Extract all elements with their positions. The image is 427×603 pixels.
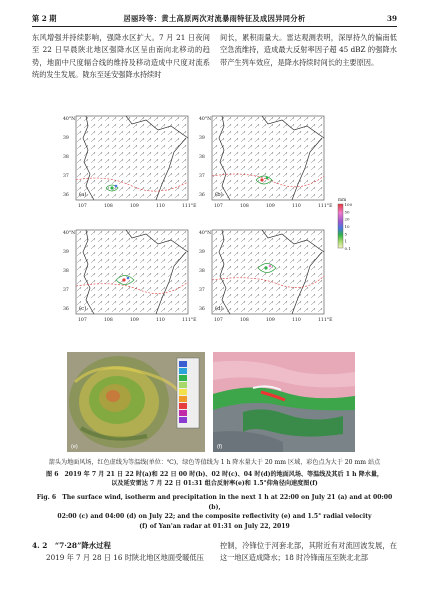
running-title: 居丽玲等：黄土高原两次对流暴雨特征及成因异同分析 [123,14,306,23]
map-panels [62,114,358,356]
caption-cn-line: 图 6 2019 年 7 月 21 日 22 时(a)和 22 日 00 时(b)、02 时(c)、04 时(d)的地面风场、等温线及其后 1 h 降水量， [45,471,384,478]
top-right-column [220,32,397,69]
lon-tick-label: 107 [78,204,87,209]
map-panel-a [76,116,188,200]
lon-tick-label: 110 [156,204,165,209]
lon-tick-label: 111°E [182,204,197,209]
lon-tick-label: 109 [130,318,139,323]
colorbar-tick-label: 5 [344,231,348,237]
running-header [32,14,397,26]
lat-tick-label: 38 [63,269,69,274]
caption-en-line: Fig. 6 The surface wind, isotherm and precipitation in the next 1 h at 22:00 on July 21 (a) and at 00:00 (b), [36,494,393,511]
radar-velocity-image [213,352,355,452]
lat-tick-label: 39 [199,250,205,255]
svg-text:(f): (f) [217,444,223,450]
lat-tick-label: 40°N [63,231,76,236]
lat-tick-label: 39 [63,136,69,141]
section-left-paragraph: 2019 年 7 月 28 日 16 时陕北地区地面受暖低压 [46,553,204,563]
lat-tick-label: 40°N [199,231,212,236]
precip-colorbar [338,198,353,251]
section-heading: 4. 2 “7·28”降水过程 [32,541,111,550]
map-panel-c [76,230,188,314]
lat-tick-label: 38 [63,155,69,160]
lon-tick-label: 111°E [318,204,333,209]
colorbar-tick-label: 10 [344,224,350,229]
lat-tick-label: 40°N [199,117,212,122]
colorbar-tick-label: 50 [344,209,350,215]
colorbar-tick-label: 100 [344,202,353,207]
top-right-paragraph: 间长，累积雨量大。雷达观测表明，深厚持久的偏南低空急流维持，造成最大反射率因子超 45 dBZ 的强降水带产生列车效应，是降水持续时间长的主要原因。 [220,33,397,67]
lon-tick-label: 110 [292,204,301,209]
svg-text:(b): (b) [215,192,223,198]
colorbar-unit: mm [338,198,347,203]
top-left-paragraph: 东风增强并持续影响，强降水区扩大。7 月 21 日夜间至 22 日早晨陕北地区强降水区呈由南向北移动的趋势，地面中尺度辐合线的维持及移动造成中尺度对流系统的发生发展。陇东至延安强降水持续时 [32,33,210,80]
lon-tick-label: 107 [214,318,223,323]
colorbar-tick-label: 20 [344,216,350,222]
lat-tick-label: 36 [63,307,69,312]
issue-number: 第 2 期 [32,14,57,23]
caption-en-line: (f) of Yan'an radar at 01:31 on July 22, 2019 [139,522,290,530]
lon-tick-label: 108 [104,318,113,323]
caption-cn-line: 以及延安雷达 7 月 22 日 01:31 组合反射率(e)和 1.5°仰角径向速度图(f) [111,480,318,488]
header-rule [32,26,397,27]
figure-legend-note: 箭头为地面风场，红色虚线为等温线(单位：℃)，绿色等值线为 1 h 降水量大于 20 mm 区域，彩色点为大于 20 mm 站点 [48,459,381,466]
lon-tick-label: 109 [130,204,139,209]
lat-tick-label: 37 [199,288,205,293]
section-left-column [32,540,210,565]
figure-6 [62,114,358,356]
svg-text:(e): (e) [71,444,78,450]
svg-text:(c): (c) [79,306,87,312]
radar-reflectivity-image [67,352,205,452]
lat-tick-label: 38 [199,269,205,274]
map-panel-b [212,116,324,200]
page-number: 39 [386,14,397,23]
lon-tick-label: 107 [78,318,87,323]
lon-tick-label: 108 [104,204,113,209]
lon-tick-label: 107 [214,204,223,209]
figure-caption-cn [32,470,397,489]
caption-en-line: 02:00 (c) and 04:00 (d) on July 22; and the composite reflectivity (e) and 1.5° radial velocity [57,513,372,521]
colorbar-tick-label: 1 [344,238,348,244]
lon-tick-label: 111°E [182,318,197,323]
section-right-column [220,540,397,565]
lat-tick-label: 40°N [63,117,76,122]
lon-tick-label: 110 [156,318,165,323]
lon-tick-label: 110 [292,318,301,323]
lon-tick-label: 108 [240,204,249,209]
svg-text:(a): (a) [79,192,87,198]
lon-tick-label: 111°E [318,318,333,323]
lat-tick-label: 37 [63,288,69,293]
lat-tick-label: 36 [199,193,205,198]
svg-text:(d): (d) [215,306,223,312]
lon-tick-label: 109 [266,318,275,323]
lon-tick-label: 109 [266,204,275,209]
lat-tick-label: 37 [199,174,205,179]
lat-tick-label: 39 [199,136,205,141]
lat-tick-label: 37 [63,174,69,179]
lat-tick-label: 39 [63,250,69,255]
figure-caption-en [32,493,397,531]
map-panel-d [212,230,324,314]
lat-tick-label: 36 [63,193,69,198]
section-right-paragraph: 控制，冷锋位于河套北部，其附近有对流回波发展，在这一地区造成降水；18 时冷锋南压至陕北北部 [220,541,397,563]
lat-tick-label: 36 [199,307,205,312]
colorbar-tick-label: 0.1 [344,246,351,251]
lat-tick-label: 38 [199,155,205,160]
lon-tick-label: 108 [240,318,249,323]
top-left-column [32,32,210,82]
